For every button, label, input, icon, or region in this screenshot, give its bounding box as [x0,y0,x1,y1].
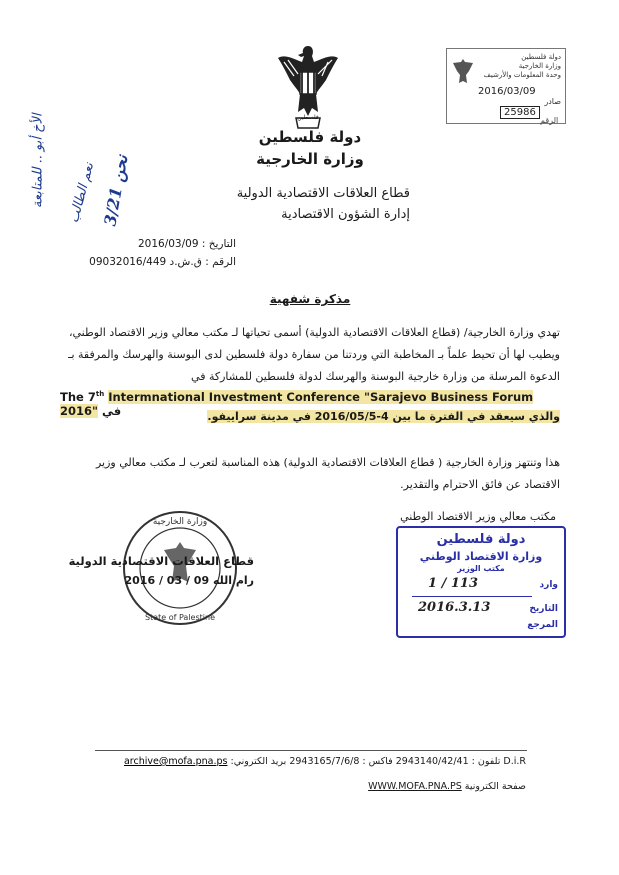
footer-phone-value: 2943140/42/41 [395,756,469,767]
footer-fax-label: فاكس : [362,756,393,767]
conference-sup: th [95,390,105,399]
state-name: دولة فلسطين [258,128,362,146]
registry-line2: وزارة الخارجية [518,62,561,70]
registry-label: صادر [544,97,561,106]
ministry-name: وزارة الخارجية [256,150,364,168]
footer-web-link[interactable]: WWW.MOFA.PNA.PS [368,781,462,792]
seal-ring-top: وزارة الخارجية [152,517,208,527]
footer-website [94,781,526,792]
footer-email-link[interactable]: archive@mofa.pna.ps [123,756,228,767]
received-stamp [396,526,566,638]
document-reference [56,256,236,268]
recv-ref-label: المرجع [527,620,558,630]
recv-date-value: 2016.3.13 [418,600,491,615]
recv-line1: دولة فلسطين [436,532,526,547]
recv-date-label: التاريخ [529,604,558,614]
date-value: 2016/03/09 [137,238,199,250]
footer-dir-label: D.i.R [503,756,526,767]
registry-number: 25986 [500,106,540,119]
emblem-caption: فلسطين [297,114,319,121]
registry-line3: وحدة المعلومات والأرشيف [483,71,561,79]
registry-date: 2016/03/09 [478,86,536,97]
footer-fax-value: 2943165/7/6/8 [289,756,360,767]
handwritten-note-a: الأخ أبو .. للمتابعة [30,113,46,209]
conference-prefix: The 7 [60,390,96,404]
recv-divider [412,596,532,597]
seal-ring-bottom: State of Palestine [144,613,216,622]
recipient-office: مكتب معالي وزير الاقتصاد الوطني [400,510,556,523]
date-label: التاريخ : [201,238,236,250]
conference-name: Intermnational Investment Conference "Sarajevo Business Forum 2016" [60,390,534,418]
footer-email-label: بريد الكتروني: [230,756,287,767]
footer-phone-label: تلفون : [471,756,501,767]
recv-incoming-label: وارد [539,580,558,590]
sector-name: قطاع العلاقات الاقتصادية الدولية [236,186,410,201]
ref-value: 09032016/449 [89,256,167,268]
registry-side-label: الرقم [540,116,559,125]
conference-suffix: في [102,404,122,418]
footer-web-label: صفحة الكترونية [464,781,526,792]
footer-rule [95,750,527,751]
memo-title: مذكرة شفهية [269,292,351,306]
registry-eagle-icon [451,57,475,87]
registry-line1: دولة فلسطين [521,53,561,61]
ref-label: الرقم : ق.ش.د [169,256,236,268]
ministry-seal-icon [120,508,240,628]
memo-paragraph-1: تهدي وزارة الخارجية/ (قطاع العلاقات الاقتصادية الدولية) أسمى تحياتها لـ مكتب معالي وزير الاقتصاد الوطني، ويطيب لها أن تحيط علماً بـ المخاطبة التي وردتنا من سفارة دولة فلسطين لدى البوسنة والهرسك والمرفقة بـ الدعوة المرسلة من وزارة خارجية البوسنة والهرسك لدولة فلسطين للمشاركة في [68,326,560,383]
recv-incoming-value: 113 / 1 [428,576,478,591]
recv-line3: مكتب الوزير [457,564,505,573]
handwritten-note-c: نحن 3/21 [100,153,132,228]
handwritten-note-b: نعم الطالب [66,161,98,225]
conference-dates: والذي سيعقد في الفترة ما بين 4-2016/05/5 في مدينة سراييفو. [207,410,560,423]
seal-sector-text: قطاع العلاقات الاقتصادية الدولية [68,554,254,568]
recv-line2: وزارة الاقتصاد الوطني [419,550,543,563]
seal-place-date: رام الله 09 / 03 / 2016 [124,574,254,587]
footer-contacts [94,756,526,767]
department-name: إدارة الشؤون الاقتصادية [281,207,410,222]
memo-paragraph-2: هذا وتنتهز وزارة الخارجية ( قطاع العلاقات الاقتصادية الدولية) هذه المناسبة لتعرب لـ مكتب معالي وزير الاقتصاد عن فائق الاحترام والتقدير. [95,456,560,491]
